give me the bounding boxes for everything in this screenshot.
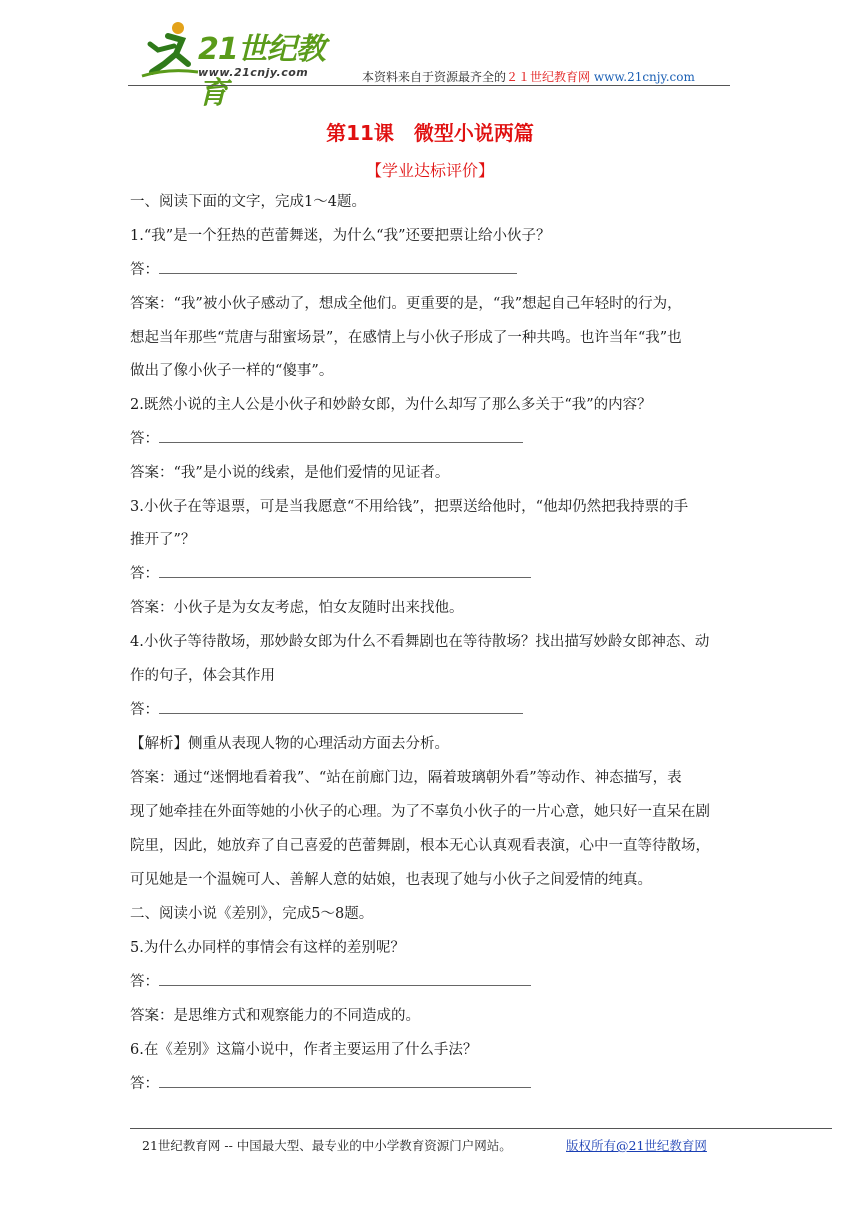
section-heading: 一、阅读下面的文字，完成1～4题。 xyxy=(130,194,366,210)
runner-logo-icon xyxy=(138,20,202,82)
header-note xyxy=(362,68,695,85)
footer-divider xyxy=(130,1128,832,1129)
page-header xyxy=(128,18,730,111)
question-4: 4.小伙子等待散场，那妙龄女郎为什么不看舞剧也在等待散场？找出描写妙龄女郎神态、动 xyxy=(130,634,710,650)
answer-text: 答案：小伙子是为女友考虑，怕女友随时出来找他。 xyxy=(130,600,464,616)
question-2: 2.既然小说的主人公是小伙子和妙龄女郎，为什么却写了那么多关于“我”的内容？ xyxy=(130,397,652,413)
answer-underline[interactable] xyxy=(159,428,523,443)
answer-label: 答： xyxy=(130,431,159,447)
answer-underline[interactable] xyxy=(159,699,523,714)
answer-blank-5[interactable] xyxy=(130,966,732,999)
answer-blank-3[interactable] xyxy=(130,558,732,591)
footer-text: 21世纪教育网 -- 中国最大型、最专业的中小学教育资源门户网站。 xyxy=(142,1138,512,1153)
answer-label: 答： xyxy=(130,262,159,278)
answer-underline[interactable] xyxy=(159,1073,531,1088)
answer-text: 院里，因此，她放弃了自己喜爱的芭蕾舞剧，根本无心认真观看表演，心中一直等待散场， xyxy=(130,838,710,854)
answer-underline[interactable] xyxy=(159,259,517,274)
answer-label: 答： xyxy=(130,702,159,718)
footer-copyright-link[interactable]: 版权所有@21世纪教育网 xyxy=(566,1138,707,1153)
answer-text: 可见她是一个温婉可人、善解人意的姑娘，也表现了她与小伙子之间爱情的纯真。 xyxy=(130,872,652,888)
answer-blank-6[interactable] xyxy=(130,1068,732,1101)
analysis-text: 【解析】侧重从表现人物的心理活动方面去分析。 xyxy=(130,736,449,752)
answer-text: 答案：通过“迷惘地看着我”、“站在前廊门边，隔着玻璃朝外看”等动作、神态描写，表 xyxy=(130,770,682,786)
page-title: 第11课 微型小说两篇 xyxy=(326,121,534,145)
answer-underline[interactable] xyxy=(159,563,531,578)
page-subtitle: 【学业达标评价】 xyxy=(365,161,494,180)
answer-blank-2[interactable] xyxy=(130,423,732,456)
question-6: 6.在《差别》这篇小说中，作者主要运用了什么手法？ xyxy=(130,1042,478,1058)
answer-text: 现了她牵挂在外面等她的小伙子的心理。为了不辜负小伙子的一片心意，她只好一直呆在剧 xyxy=(130,804,710,820)
answer-label: 答： xyxy=(130,566,159,582)
answer-text: 答案：“我”被小伙子感动了，想成全他们。更重要的是，“我”想起自己年轻时的行为， xyxy=(130,296,682,312)
site-logo xyxy=(138,20,348,111)
answer-label: 答： xyxy=(130,1076,159,1092)
question-3-cont: 推开了”？ xyxy=(130,532,196,548)
question-1: 1.“我”是一个狂热的芭蕾舞迷，为什么“我”还要把票让给小伙子？ xyxy=(130,228,551,244)
answer-text: 想起当年那些“荒唐与甜蜜场景”，在感情上与小伙子形成了一种共鸣。也许当年“我”也 xyxy=(130,330,682,346)
answer-text: 做出了像小伙子一样的“傻事”。 xyxy=(130,363,334,379)
answer-blank-1[interactable] xyxy=(130,254,732,287)
header-note-site[interactable]: ２１世纪教育网 xyxy=(506,70,591,84)
answer-blank-4[interactable] xyxy=(130,694,732,727)
answer-underline[interactable] xyxy=(159,971,531,986)
header-note-url[interactable]: www.21cnjy.com xyxy=(593,70,695,84)
logo-url: www.21cnjy.com xyxy=(198,66,309,79)
question-3: 3.小伙子在等退票，可是当我愿意“不用给钱”，把票送给他时，“他却仍然把我持票的手 xyxy=(130,499,689,515)
section-heading: 二、阅读小说《差别》，完成5～8题。 xyxy=(130,906,374,922)
header-divider xyxy=(128,85,730,86)
answer-text: 答案：“我”是小说的线索，是他们爱情的见证者。 xyxy=(130,465,450,481)
logo-text: 21世纪教育 xyxy=(198,32,325,111)
answer-text: 答案：是思维方式和观察能力的不同造成的。 xyxy=(130,1008,420,1024)
header-note-prefix: 本资料来自于资源最齐全的 xyxy=(362,70,507,84)
answer-label: 答： xyxy=(130,974,159,990)
question-5: 5.为什么办同样的事情会有这样的差别呢？ xyxy=(130,940,405,956)
question-4-cont: 作的句子，体会其作用 xyxy=(130,668,275,684)
